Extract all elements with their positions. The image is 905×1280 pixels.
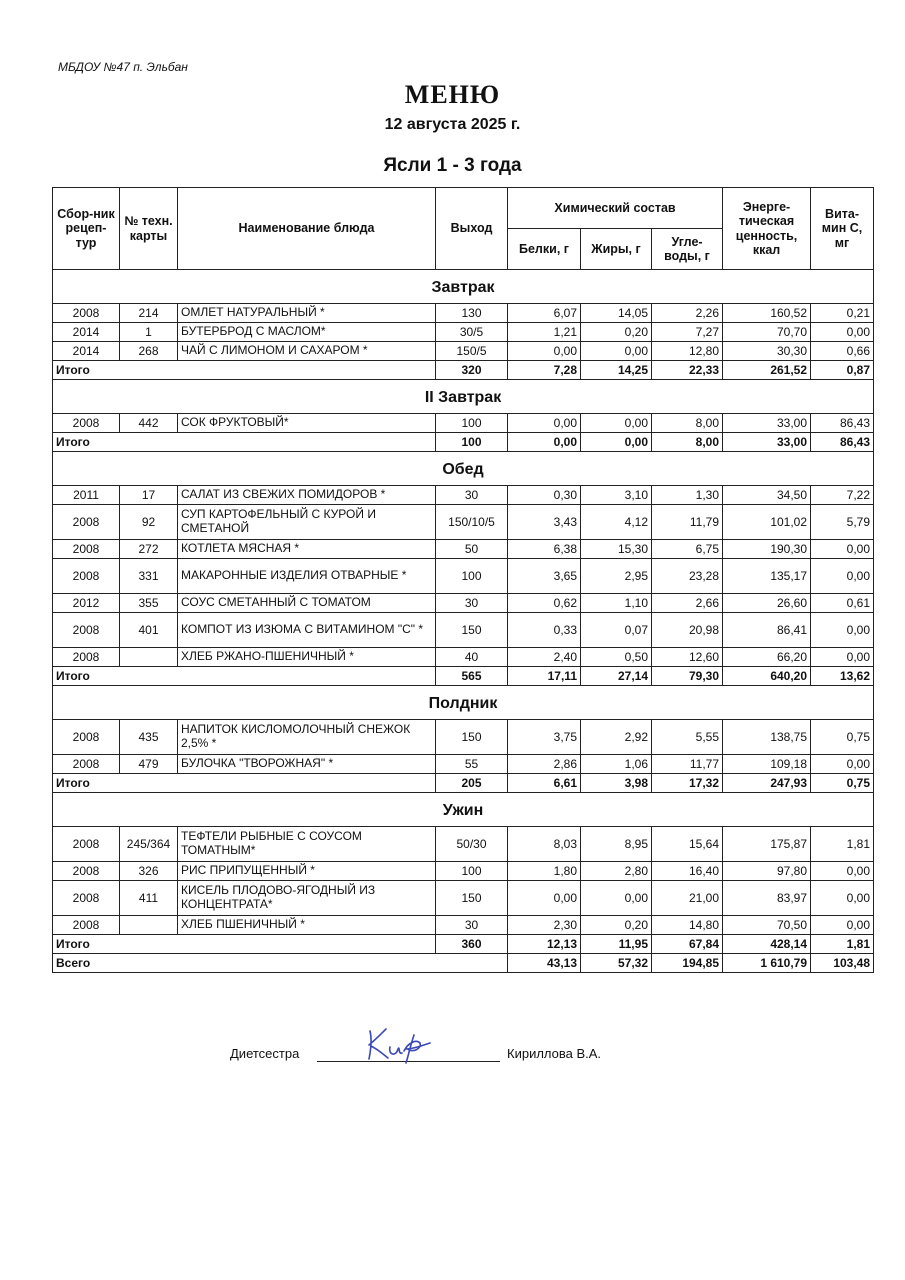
total-fats: 11,95 (581, 935, 652, 954)
section-total-row (53, 361, 874, 380)
proteins-cell: 2,30 (508, 916, 581, 935)
grand-total-row (53, 954, 874, 973)
output-cell: 40 (436, 648, 508, 667)
tech-card-cell: 92 (120, 505, 178, 540)
collection-cell: 2011 (53, 486, 120, 505)
vitamin-cell: 0,00 (811, 755, 874, 774)
grand-total-energy: 1 610,79 (723, 954, 811, 973)
energy-cell: 66,20 (723, 648, 811, 667)
table-row (53, 486, 874, 505)
total-vitamin: 86,43 (811, 433, 874, 452)
tech-card-cell (120, 916, 178, 935)
fats-cell: 15,30 (581, 540, 652, 559)
vitamin-cell: 0,66 (811, 342, 874, 361)
dish-name-cell: КОТЛЕТА МЯСНАЯ * (178, 540, 436, 559)
vitamin-cell: 86,43 (811, 414, 874, 433)
section-title: Полдник (53, 686, 874, 720)
table-row (53, 505, 874, 540)
carbs-cell: 2,66 (652, 594, 723, 613)
energy-cell: 190,30 (723, 540, 811, 559)
tech-card-cell: 245/364 (120, 827, 178, 862)
col-carbs: Угле-воды, г (652, 229, 723, 270)
total-output: 205 (436, 774, 508, 793)
dish-name-cell: СУП КАРТОФЕЛЬНЫЙ С КУРОЙ И СМЕТАНОЙ (178, 505, 436, 540)
total-proteins: 7,28 (508, 361, 581, 380)
section-title: II Завтрак (53, 380, 874, 414)
section-title: Обед (53, 452, 874, 486)
carbs-cell: 11,79 (652, 505, 723, 540)
vitamin-cell: 0,00 (811, 540, 874, 559)
col-collection: Сбор-ник рецеп-тур (53, 188, 120, 270)
output-cell: 100 (436, 862, 508, 881)
energy-cell: 86,41 (723, 613, 811, 648)
fats-cell: 14,05 (581, 304, 652, 323)
dish-name-cell: ХЛЕБ РЖАНО-ПШЕНИЧНЫЙ * (178, 648, 436, 667)
dish-name-cell: ЧАЙ С ЛИМОНОМ И САХАРОМ * (178, 342, 436, 361)
fats-cell: 1,06 (581, 755, 652, 774)
collection-cell: 2008 (53, 916, 120, 935)
menu-table (52, 187, 874, 973)
energy-cell: 135,17 (723, 559, 811, 594)
table-row (53, 613, 874, 648)
total-label: Итого (53, 667, 436, 686)
energy-cell: 26,60 (723, 594, 811, 613)
carbs-cell: 12,60 (652, 648, 723, 667)
table-row (53, 594, 874, 613)
output-cell: 50/30 (436, 827, 508, 862)
carbs-cell: 5,55 (652, 720, 723, 755)
section-header-row (53, 380, 874, 414)
output-cell: 30 (436, 486, 508, 505)
total-proteins: 12,13 (508, 935, 581, 954)
section-title: Завтрак (53, 270, 874, 304)
table-row (53, 881, 874, 916)
table-row (53, 755, 874, 774)
table-row (53, 414, 874, 433)
section-total-row (53, 935, 874, 954)
total-carbs: 17,32 (652, 774, 723, 793)
fats-cell: 0,50 (581, 648, 652, 667)
vitamin-cell: 0,00 (811, 613, 874, 648)
section-header-row (53, 793, 874, 827)
table-row (53, 323, 874, 342)
vitamin-cell: 0,61 (811, 594, 874, 613)
output-cell: 150 (436, 720, 508, 755)
tech-card-cell: 411 (120, 881, 178, 916)
carbs-cell: 7,27 (652, 323, 723, 342)
output-cell: 130 (436, 304, 508, 323)
table-row (53, 720, 874, 755)
output-cell: 50 (436, 540, 508, 559)
dish-name-cell: БУТЕРБРОД С МАСЛОМ* (178, 323, 436, 342)
fats-cell: 2,95 (581, 559, 652, 594)
dish-name-cell: ХЛЕБ ПШЕНИЧНЫЙ * (178, 916, 436, 935)
total-energy: 33,00 (723, 433, 811, 452)
energy-cell: 175,87 (723, 827, 811, 862)
total-carbs: 79,30 (652, 667, 723, 686)
fats-cell: 0,00 (581, 414, 652, 433)
total-label: Итого (53, 935, 436, 954)
carbs-cell: 12,80 (652, 342, 723, 361)
output-cell: 55 (436, 755, 508, 774)
energy-cell: 97,80 (723, 862, 811, 881)
grand-total-fats: 57,32 (581, 954, 652, 973)
dish-name-cell: КОМПОТ ИЗ ИЗЮМА С ВИТАМИНОМ "С" * (178, 613, 436, 648)
energy-cell: 33,00 (723, 414, 811, 433)
col-fats: Жиры, г (581, 229, 652, 270)
output-cell: 150/10/5 (436, 505, 508, 540)
energy-cell: 70,70 (723, 323, 811, 342)
fats-cell: 0,20 (581, 323, 652, 342)
energy-cell: 101,02 (723, 505, 811, 540)
collection-cell: 2008 (53, 505, 120, 540)
carbs-cell: 15,64 (652, 827, 723, 862)
tech-card-cell: 17 (120, 486, 178, 505)
vitamin-cell: 0,00 (811, 323, 874, 342)
energy-cell: 30,30 (723, 342, 811, 361)
energy-cell: 83,97 (723, 881, 811, 916)
vitamin-cell: 0,00 (811, 916, 874, 935)
signature-name: Кириллова В.А. (507, 1046, 602, 1061)
total-output: 565 (436, 667, 508, 686)
tech-card-cell: 479 (120, 755, 178, 774)
proteins-cell: 1,80 (508, 862, 581, 881)
output-cell: 150/5 (436, 342, 508, 361)
signature-role: Диетсестра (230, 1046, 300, 1061)
tech-card-cell: 268 (120, 342, 178, 361)
carbs-cell: 2,26 (652, 304, 723, 323)
total-output: 320 (436, 361, 508, 380)
fats-cell: 0,07 (581, 613, 652, 648)
tech-card-cell: 355 (120, 594, 178, 613)
total-vitamin: 13,62 (811, 667, 874, 686)
total-energy: 640,20 (723, 667, 811, 686)
proteins-cell: 6,38 (508, 540, 581, 559)
energy-cell: 109,18 (723, 755, 811, 774)
carbs-cell: 11,77 (652, 755, 723, 774)
fats-cell: 1,10 (581, 594, 652, 613)
proteins-cell: 0,62 (508, 594, 581, 613)
total-vitamin: 0,87 (811, 361, 874, 380)
table-row (53, 342, 874, 361)
energy-cell: 138,75 (723, 720, 811, 755)
menu-body (53, 270, 874, 973)
fats-cell: 0,00 (581, 342, 652, 361)
proteins-cell: 1,21 (508, 323, 581, 342)
col-dish-name: Наименование блюда (178, 188, 436, 270)
proteins-cell: 3,75 (508, 720, 581, 755)
fats-cell: 4,12 (581, 505, 652, 540)
col-proteins: Белки, г (508, 229, 581, 270)
collection-cell: 2008 (53, 540, 120, 559)
total-fats: 27,14 (581, 667, 652, 686)
tech-card-cell: 1 (120, 323, 178, 342)
table-row (53, 827, 874, 862)
proteins-cell: 0,00 (508, 414, 581, 433)
tech-card-cell: 442 (120, 414, 178, 433)
total-output: 100 (436, 433, 508, 452)
fats-cell: 0,20 (581, 916, 652, 935)
output-cell: 30/5 (436, 323, 508, 342)
document-title: МЕНЮ (404, 80, 501, 109)
grand-total-vitamin: 103,48 (811, 954, 874, 973)
collection-cell: 2008 (53, 827, 120, 862)
fats-cell: 2,92 (581, 720, 652, 755)
total-label: Итого (53, 433, 436, 452)
col-vitamin: Вита-мин С, мг (811, 188, 874, 270)
total-carbs: 22,33 (652, 361, 723, 380)
collection-cell: 2008 (53, 613, 120, 648)
dish-name-cell: НАПИТОК КИСЛОМОЛОЧНЫЙ СНЕЖОК 2,5% * (178, 720, 436, 755)
carbs-cell: 21,00 (652, 881, 723, 916)
section-total-row (53, 774, 874, 793)
collection-cell: 2008 (53, 304, 120, 323)
total-carbs: 67,84 (652, 935, 723, 954)
output-cell: 100 (436, 559, 508, 594)
total-proteins: 0,00 (508, 433, 581, 452)
col-chem-composition: Химический состав (508, 188, 723, 229)
total-output: 360 (436, 935, 508, 954)
table-row (53, 648, 874, 667)
total-vitamin: 0,75 (811, 774, 874, 793)
energy-cell: 70,50 (723, 916, 811, 935)
output-cell: 30 (436, 916, 508, 935)
total-energy: 247,93 (723, 774, 811, 793)
collection-cell: 2008 (53, 862, 120, 881)
output-cell: 150 (436, 613, 508, 648)
dish-name-cell: КИСЕЛЬ ПЛОДОВО-ЯГОДНЫЙ ИЗ КОНЦЕНТРАТА* (178, 881, 436, 916)
total-fats: 0,00 (581, 433, 652, 452)
energy-cell: 34,50 (723, 486, 811, 505)
carbs-cell: 16,40 (652, 862, 723, 881)
tech-card-cell (120, 648, 178, 667)
proteins-cell: 8,03 (508, 827, 581, 862)
dish-name-cell: СОК ФРУКТОВЫЙ* (178, 414, 436, 433)
vitamin-cell: 0,00 (811, 862, 874, 881)
tech-card-cell: 214 (120, 304, 178, 323)
fats-cell: 8,95 (581, 827, 652, 862)
section-total-row (53, 433, 874, 452)
output-cell: 100 (436, 414, 508, 433)
vitamin-cell: 1,81 (811, 827, 874, 862)
col-tech-card: № техн. карты (120, 188, 178, 270)
vitamin-cell: 0,00 (811, 648, 874, 667)
collection-cell: 2008 (53, 755, 120, 774)
vitamin-cell: 7,22 (811, 486, 874, 505)
proteins-cell: 0,33 (508, 613, 581, 648)
carbs-cell: 6,75 (652, 540, 723, 559)
grand-total-proteins: 43,13 (508, 954, 581, 973)
col-energy: Энерге-тическая ценность, ккал (723, 188, 811, 270)
collection-cell: 2012 (53, 594, 120, 613)
vitamin-cell: 0,00 (811, 881, 874, 916)
tech-card-cell: 401 (120, 613, 178, 648)
handwritten-signature (362, 1025, 432, 1070)
carbs-cell: 20,98 (652, 613, 723, 648)
section-total-row (53, 667, 874, 686)
total-label: Итого (53, 361, 436, 380)
section-header-row (53, 452, 874, 486)
collection-cell: 2014 (53, 323, 120, 342)
output-cell: 150 (436, 881, 508, 916)
vitamin-cell: 0,21 (811, 304, 874, 323)
proteins-cell: 6,07 (508, 304, 581, 323)
section-header-row (53, 686, 874, 720)
dish-name-cell: СОУС СМЕТАННЫЙ С ТОМАТОМ (178, 594, 436, 613)
table-row (53, 559, 874, 594)
proteins-cell: 0,00 (508, 881, 581, 916)
section-title: Ужин (53, 793, 874, 827)
carbs-cell: 8,00 (652, 414, 723, 433)
vitamin-cell: 0,00 (811, 559, 874, 594)
col-output: Выход (436, 188, 508, 270)
dish-name-cell: ТЕФТЕЛИ РЫБНЫЕ С СОУСОМ ТОМАТНЫМ* (178, 827, 436, 862)
tech-card-cell: 435 (120, 720, 178, 755)
collection-cell: 2014 (53, 342, 120, 361)
total-proteins: 6,61 (508, 774, 581, 793)
table-row (53, 304, 874, 323)
proteins-cell: 3,65 (508, 559, 581, 594)
table-row (53, 540, 874, 559)
fats-cell: 0,00 (581, 881, 652, 916)
total-fats: 14,25 (581, 361, 652, 380)
dish-name-cell: МАКАРОННЫЕ ИЗДЕЛИЯ ОТВАРНЫЕ * (178, 559, 436, 594)
table-row (53, 862, 874, 881)
proteins-cell: 0,00 (508, 342, 581, 361)
dish-name-cell: БУЛОЧКА "ТВОРОЖНАЯ" * (178, 755, 436, 774)
collection-cell: 2008 (53, 414, 120, 433)
output-cell: 30 (436, 594, 508, 613)
carbs-cell: 1,30 (652, 486, 723, 505)
vitamin-cell: 0,75 (811, 720, 874, 755)
collection-cell: 2008 (53, 559, 120, 594)
proteins-cell: 0,30 (508, 486, 581, 505)
dish-name-cell: САЛАТ ИЗ СВЕЖИХ ПОМИДОРОВ * (178, 486, 436, 505)
collection-cell: 2008 (53, 881, 120, 916)
fats-cell: 2,80 (581, 862, 652, 881)
menu-date: 12 августа 2025 г. (384, 116, 521, 133)
carbs-cell: 14,80 (652, 916, 723, 935)
total-carbs: 8,00 (652, 433, 723, 452)
dish-name-cell: ОМЛЕТ НАТУРАЛЬНЫЙ * (178, 304, 436, 323)
collection-cell: 2008 (53, 720, 120, 755)
total-proteins: 17,11 (508, 667, 581, 686)
grand-total-carbs: 194,85 (652, 954, 723, 973)
total-fats: 3,98 (581, 774, 652, 793)
total-energy: 261,52 (723, 361, 811, 380)
age-group: Ясли 1 - 3 года (383, 155, 522, 176)
fats-cell: 3,10 (581, 486, 652, 505)
dish-name-cell: РИС ПРИПУЩЕННЫЙ * (178, 862, 436, 881)
organization-name: МБДОУ №47 п. Эльбан (58, 60, 188, 74)
vitamin-cell: 5,79 (811, 505, 874, 540)
tech-card-cell: 272 (120, 540, 178, 559)
grand-total-label: Всего (53, 954, 508, 973)
carbs-cell: 23,28 (652, 559, 723, 594)
total-energy: 428,14 (723, 935, 811, 954)
proteins-cell: 2,86 (508, 755, 581, 774)
table-row (53, 916, 874, 935)
proteins-cell: 2,40 (508, 648, 581, 667)
total-vitamin: 1,81 (811, 935, 874, 954)
total-label: Итого (53, 774, 436, 793)
section-header-row (53, 270, 874, 304)
energy-cell: 160,52 (723, 304, 811, 323)
proteins-cell: 3,43 (508, 505, 581, 540)
collection-cell: 2008 (53, 648, 120, 667)
tech-card-cell: 326 (120, 862, 178, 881)
tech-card-cell: 331 (120, 559, 178, 594)
